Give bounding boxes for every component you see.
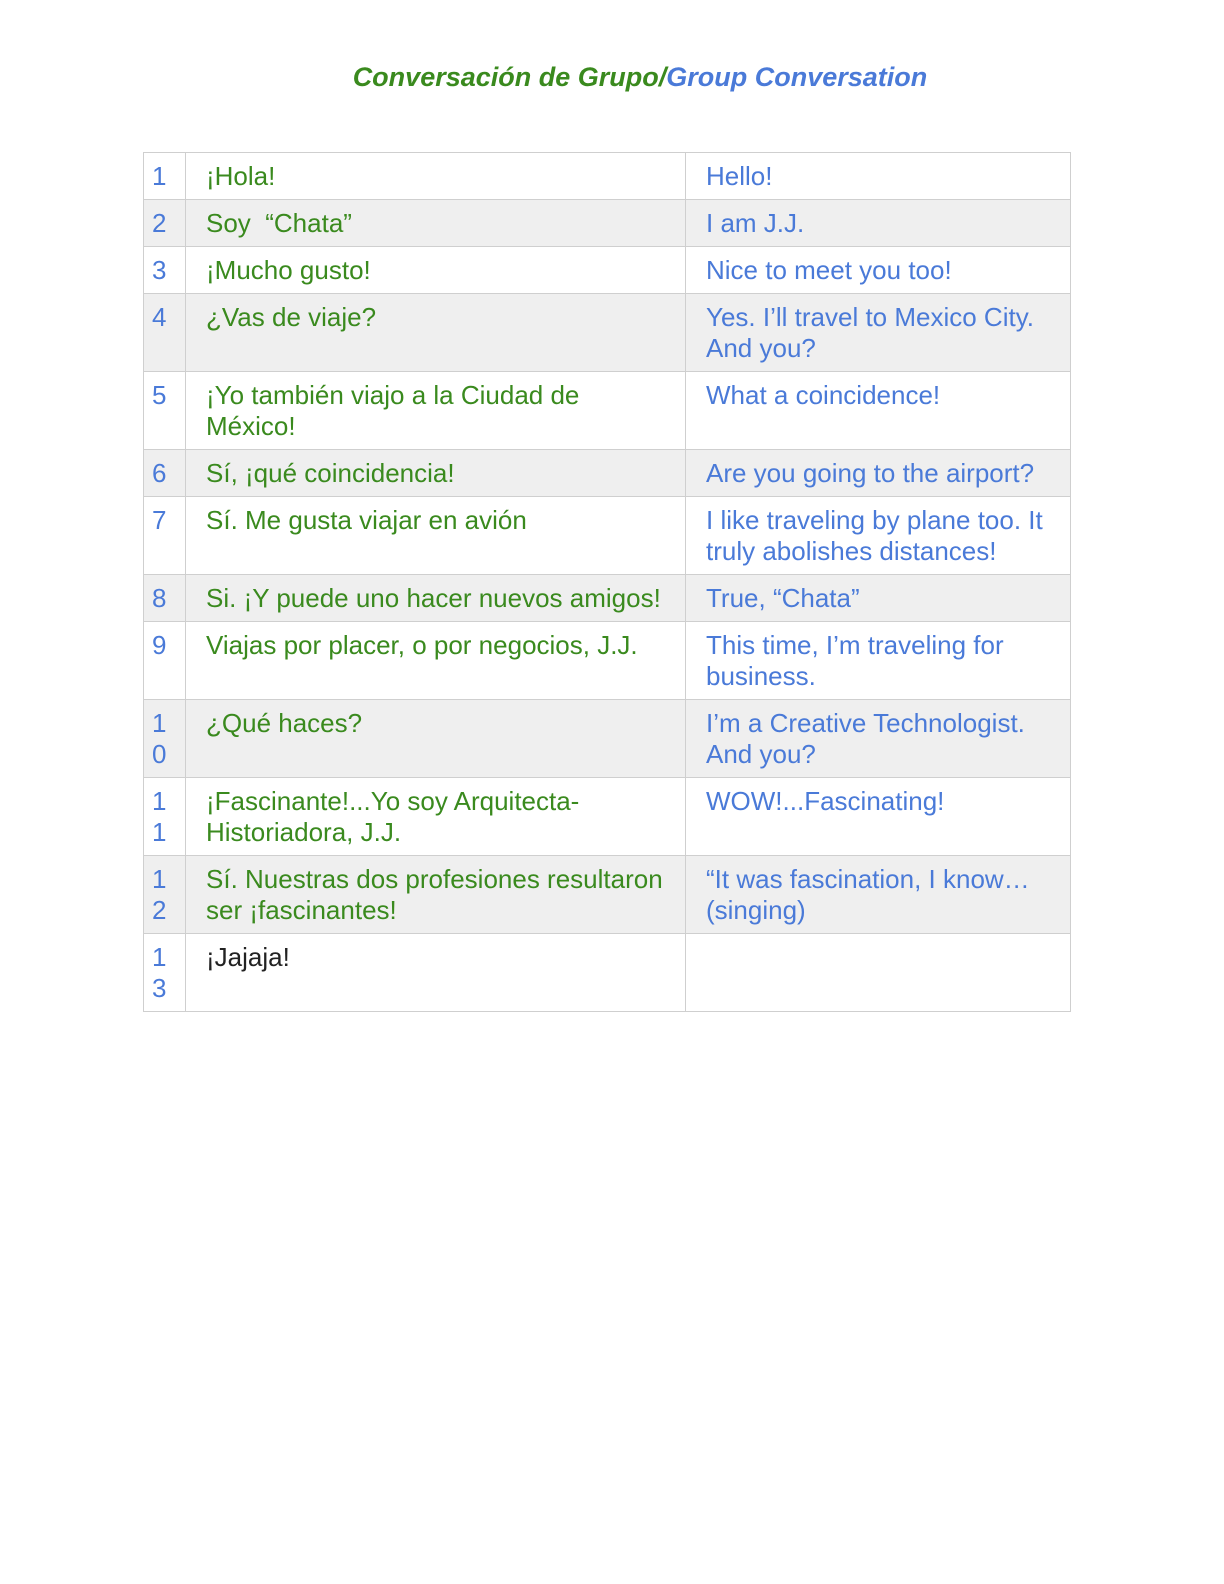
table-row [144, 778, 1071, 856]
row-number: 1 [144, 153, 186, 200]
table-row [144, 934, 1071, 1012]
table-row [144, 622, 1071, 700]
english-line: Are you going to the airport? [686, 450, 1071, 497]
row-number: 7 [144, 497, 186, 575]
spanish-line: Sí, ¡qué coincidencia! [186, 450, 686, 497]
spanish-line: Sí. Me gusta viajar en avión [186, 497, 686, 575]
row-number: 6 [144, 450, 186, 497]
spanish-line: Soy “Chata” [186, 200, 686, 247]
row-number: 5 [144, 372, 186, 450]
title-separator: / [658, 62, 667, 92]
spanish-line: ¡Hola! [186, 153, 686, 200]
spanish-line-text: ¡Jajaja! [206, 942, 290, 972]
english-line: Hello! [686, 153, 1071, 200]
row-number: 8 [144, 575, 186, 622]
english-line [686, 934, 1071, 1012]
table-row [144, 856, 1071, 934]
title-english: Group Conversation [666, 62, 928, 92]
english-line: I like traveling by plane too. It truly abolishes distances! [686, 497, 1071, 575]
table-row [144, 450, 1071, 497]
english-line: I’m a Creative Technologist. And you? [686, 700, 1071, 778]
table-row [144, 247, 1071, 294]
spanish-line: Si. ¡Y puede uno hacer nuevos amigos! [186, 575, 686, 622]
english-line: Nice to meet you too! [686, 247, 1071, 294]
table-row [144, 153, 1071, 200]
table-row [144, 700, 1071, 778]
table-row [144, 294, 1071, 372]
row-number: 13 [144, 934, 186, 1012]
spanish-line: ¡Fascinante!...Yo soy Arquitecta-Historiadora, J.J. [186, 778, 686, 856]
row-number: 11 [144, 778, 186, 856]
title-spanish: Conversación de Grupo [352, 62, 659, 92]
row-number: 3 [144, 247, 186, 294]
page-title [0, 62, 1224, 93]
english-line: WOW!...Fascinating! [686, 778, 1071, 856]
conversation-table [143, 152, 1071, 1012]
row-number: 4 [144, 294, 186, 372]
spanish-line: ¡Mucho gusto! [186, 247, 686, 294]
english-line: True, “Chata” [686, 575, 1071, 622]
spanish-line: ¿Qué haces? [186, 700, 686, 778]
english-line: This time, I’m traveling for business. [686, 622, 1071, 700]
row-number: 2 [144, 200, 186, 247]
spanish-line: Viajas por placer, o por negocios, J.J. [186, 622, 686, 700]
table-row [144, 497, 1071, 575]
spanish-line: ¡Yo también viajo a la Ciudad de México! [186, 372, 686, 450]
spanish-line: ¿Vas de viaje? [186, 294, 686, 372]
table-row [144, 372, 1071, 450]
english-line: What a coincidence! [686, 372, 1071, 450]
table-row [144, 200, 1071, 247]
spanish-line [186, 934, 686, 1012]
spanish-line: Sí. Nuestras dos profesiones resultaron ser ¡fascinantes! [186, 856, 686, 934]
english-line: I am J.J. [686, 200, 1071, 247]
row-number: 10 [144, 700, 186, 778]
table-row [144, 575, 1071, 622]
english-line: “It was fascination, I know…(singing) [686, 856, 1071, 934]
english-line: Yes. I’ll travel to Mexico City. And you? [686, 294, 1071, 372]
row-number: 9 [144, 622, 186, 700]
row-number: 12 [144, 856, 186, 934]
